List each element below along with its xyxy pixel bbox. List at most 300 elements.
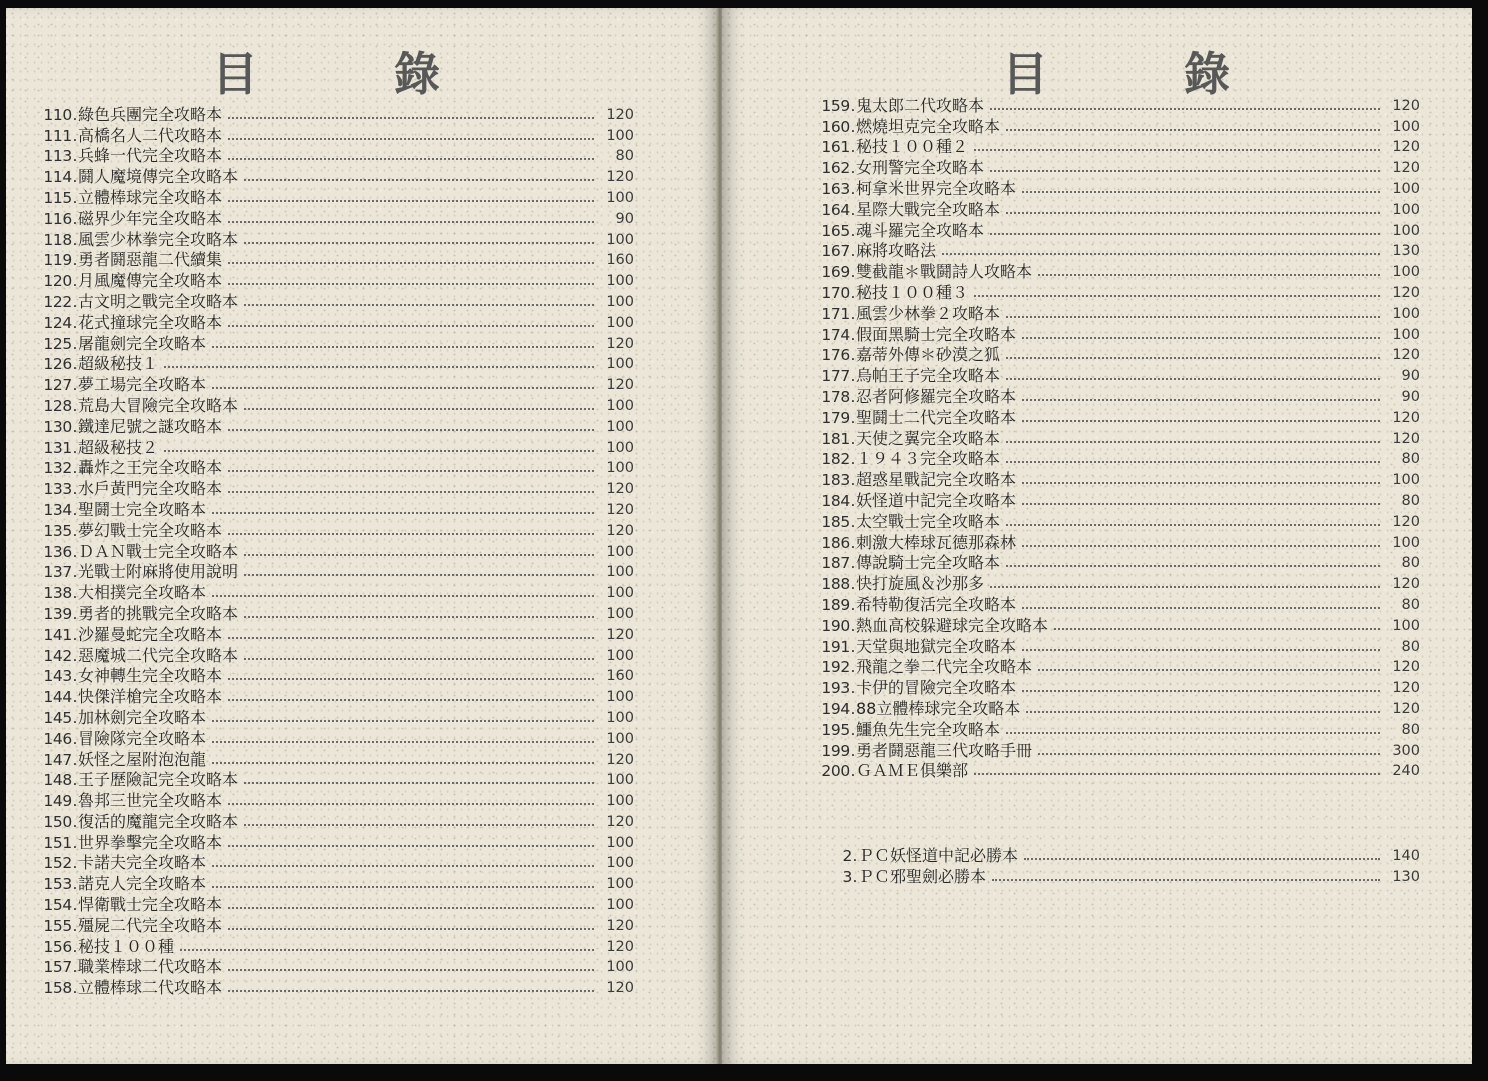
entry-title: 飛龍之拳二代完全攻略本 <box>856 657 1033 677</box>
entry-number: 156 <box>43 937 72 956</box>
toc-entry <box>36 499 634 520</box>
toc-entry <box>834 866 1420 887</box>
entry-page-count: 120 <box>606 106 634 123</box>
toc-entry <box>36 915 634 936</box>
entry-number: 132 <box>43 459 72 478</box>
entry-number: 177 <box>821 367 850 386</box>
number-dot: . <box>850 263 856 282</box>
number-dot: . <box>72 376 78 395</box>
entry-page-count: 100 <box>606 730 634 747</box>
toc-entry <box>36 977 634 998</box>
entry-title: ＤＡＮ戰士完全攻略本 <box>78 541 239 561</box>
dot-leader <box>228 283 594 285</box>
entry-number: 144 <box>43 688 72 707</box>
entry-title: 諾克人完全攻略本 <box>78 874 207 894</box>
entry-title: 聖鬪士二代完全攻略本 <box>856 407 1017 427</box>
toc-entry <box>36 125 634 146</box>
entry-page-count: 120 <box>1392 513 1420 530</box>
entry-title: 天使之翼完全攻略本 <box>856 428 1001 448</box>
entry-number: 127 <box>43 376 72 395</box>
toc-entry <box>36 478 634 499</box>
toc-entry <box>36 749 634 770</box>
entry-number: 3 <box>842 867 852 886</box>
dot-leader <box>1038 669 1380 671</box>
dot-leader <box>1022 690 1380 692</box>
entry-number: 181 <box>821 429 850 448</box>
entry-page-count: 100 <box>606 314 634 331</box>
entry-number: 164 <box>821 200 850 219</box>
entry-page-count: 100 <box>606 564 634 581</box>
entry-title: 刺激大棒球瓦德那森林 <box>856 532 1017 552</box>
dot-leader <box>992 879 1380 881</box>
number-dot: . <box>72 542 78 561</box>
number-dot: . <box>72 688 78 707</box>
entry-page-count: 80 <box>1401 555 1420 572</box>
entry-page-count: 100 <box>606 356 634 373</box>
toc-entry <box>814 449 1420 470</box>
entry-title: 勇者鬪惡龍三代攻略手冊 <box>856 740 1033 760</box>
toc-entry <box>36 624 634 645</box>
number-dot: . <box>72 334 78 353</box>
number-dot: . <box>850 450 856 469</box>
toc-entry <box>36 957 634 978</box>
dot-leader <box>990 233 1380 235</box>
entry-number: 187 <box>821 554 850 573</box>
entry-page-count: 100 <box>606 959 634 976</box>
entry-number: 189 <box>821 595 850 614</box>
number-dot: . <box>72 646 78 665</box>
number-dot: . <box>72 209 78 228</box>
dot-leader <box>228 429 594 431</box>
entry-title: 魯邦三世完全攻略本 <box>78 791 223 811</box>
entry-number: 161 <box>821 138 850 157</box>
dot-leader <box>1022 607 1380 609</box>
entry-page-count: 100 <box>606 439 634 456</box>
number-dot: . <box>850 533 856 552</box>
entry-title: 夢幻戰士完全攻略本 <box>78 520 223 540</box>
entry-title: 職業棒球二代攻略本 <box>78 957 223 977</box>
toc-entry <box>814 761 1420 782</box>
toc-entry <box>36 270 634 291</box>
entry-page-count: 100 <box>606 189 634 206</box>
entry-page-count: 120 <box>606 626 634 643</box>
dot-leader <box>244 408 594 410</box>
entry-title: 綠色兵團完全攻略本 <box>78 104 223 124</box>
dot-leader <box>1006 357 1380 359</box>
entry-title: 妖怪之屋附泡泡龍 <box>78 749 207 769</box>
entry-number: 154 <box>43 896 72 915</box>
toc-entry <box>36 208 634 229</box>
number-dot: . <box>850 699 856 718</box>
number-dot: . <box>72 937 78 956</box>
dot-leader <box>990 108 1380 110</box>
entry-page-count: 100 <box>606 689 634 706</box>
toc-entry <box>36 458 634 479</box>
entry-page-count: 160 <box>606 668 634 685</box>
entry-number: 151 <box>43 833 72 852</box>
entry-number: 194 <box>821 699 850 718</box>
entry-title: 假面黑騎士完全攻略本 <box>856 324 1017 344</box>
entry-page-count: 100 <box>606 397 634 414</box>
entry-title: 兵蜂一代完全攻略本 <box>78 146 223 166</box>
entry-title: 高橋名人二代攻略本 <box>78 125 223 145</box>
entry-number: 182 <box>821 450 850 469</box>
entry-number: 199 <box>821 741 850 760</box>
toc-entry <box>36 686 634 707</box>
entry-page-count: 160 <box>606 252 634 269</box>
entry-page-count: 120 <box>606 938 634 955</box>
entry-number: 130 <box>43 417 72 436</box>
entry-number: 148 <box>43 771 72 790</box>
dot-leader <box>244 574 594 576</box>
entry-title: 古文明之戰完全攻略本 <box>78 291 239 311</box>
dot-leader <box>228 699 594 701</box>
dot-leader <box>228 845 594 847</box>
toc-entry <box>36 229 634 250</box>
entry-title: 希特勒復活完全攻略本 <box>856 594 1017 614</box>
toc-entry <box>36 936 634 957</box>
entry-number: 126 <box>43 355 72 374</box>
entry-title: ＧＡＭＥ俱樂部 <box>856 761 969 781</box>
entry-number: 157 <box>43 958 72 977</box>
entry-number: 153 <box>43 875 72 894</box>
dot-leader <box>1022 420 1380 422</box>
dot-leader <box>974 295 1380 297</box>
number-dot: . <box>850 471 856 490</box>
entry-number: 135 <box>43 521 72 540</box>
number-dot: . <box>850 138 856 157</box>
dot-leader <box>1006 565 1380 567</box>
entry-number: 143 <box>43 667 72 686</box>
entry-number: 139 <box>43 604 72 623</box>
dot-leader <box>228 678 594 680</box>
dot-leader <box>228 803 594 805</box>
toc-entry <box>814 261 1420 282</box>
entry-title: 嘉蒂外傳＊砂漠之狐 <box>856 345 1001 365</box>
toc-entry <box>36 770 634 791</box>
entry-title: 夢工場完全攻略本 <box>78 375 207 395</box>
entry-title: 屠龍劍完全攻略本 <box>78 333 207 353</box>
entry-page-count: 120 <box>606 169 634 186</box>
number-dot: . <box>72 313 78 332</box>
number-dot: . <box>72 854 78 873</box>
dot-leader <box>228 928 594 930</box>
dot-leader <box>212 720 594 722</box>
entry-number: 114 <box>43 168 72 187</box>
entry-title: 鐵達尼號之謎攻略本 <box>78 416 223 436</box>
entry-number: 122 <box>43 292 72 311</box>
entry-title: 太空戰士完全攻略本 <box>856 511 1001 531</box>
entry-title: 悍衛戰士完全攻略本 <box>78 895 223 915</box>
dot-leader <box>974 149 1380 151</box>
dot-leader <box>1006 212 1380 214</box>
dot-leader <box>228 117 594 119</box>
entry-title: 雙截龍＊戰鬪詩人攻略本 <box>856 262 1033 282</box>
entry-number: 134 <box>43 500 72 519</box>
entry-title: 勇者鬪惡龍二代續集 <box>78 250 223 270</box>
number-dot: . <box>850 491 856 510</box>
heading-char: 目 <box>1002 47 1048 101</box>
entry-page-count: 120 <box>606 980 634 997</box>
toc-entry <box>36 104 634 125</box>
entry-page-count: 100 <box>1392 534 1420 551</box>
number-dot: . <box>72 750 78 769</box>
number-dot: . <box>72 230 78 249</box>
toc-entry <box>814 532 1420 553</box>
toc-entry <box>814 386 1420 407</box>
number-dot: . <box>72 625 78 644</box>
number-dot: . <box>850 96 856 115</box>
entry-title: 加林劍完全攻略本 <box>78 707 207 727</box>
number-dot: . <box>72 979 78 998</box>
entry-page-count: 100 <box>1392 472 1420 489</box>
toc-entry <box>814 282 1420 303</box>
toc-entry <box>36 291 634 312</box>
number-dot: . <box>72 396 78 415</box>
entry-number: 128 <box>43 396 72 415</box>
entry-page-count: 240 <box>1392 763 1420 780</box>
number-dot: . <box>72 251 78 270</box>
entry-page-count: 100 <box>606 855 634 872</box>
number-dot: . <box>72 126 78 145</box>
dot-leader <box>1006 129 1380 131</box>
entry-title: 殭屍二代完全攻略本 <box>78 915 223 935</box>
entry-page-count: 80 <box>1401 596 1420 613</box>
number-dot: . <box>850 595 856 614</box>
entry-page-count: 120 <box>1392 576 1420 593</box>
toc-entry <box>814 469 1420 490</box>
entry-number: 186 <box>821 533 850 552</box>
dot-leader <box>244 782 594 784</box>
entry-page-count: 100 <box>606 418 634 435</box>
entry-page-count: 80 <box>1401 721 1420 738</box>
dot-leader <box>212 865 594 867</box>
number-dot: . <box>850 179 856 198</box>
entry-page-count: 100 <box>606 231 634 248</box>
entry-title: 大相撲完全攻略本 <box>78 583 207 603</box>
entry-number: 200 <box>821 762 850 781</box>
toc-entry <box>814 345 1420 366</box>
entry-title: 傳說騎士完全攻略本 <box>856 553 1001 573</box>
entry-number: 120 <box>43 272 72 291</box>
toc-entry <box>814 137 1420 158</box>
entry-number: 141 <box>43 625 72 644</box>
entry-title: 快傑洋槍完全攻略本 <box>78 687 223 707</box>
number-dot: . <box>850 762 856 781</box>
number-dot: . <box>72 459 78 478</box>
toc-entry <box>814 116 1420 137</box>
number-dot: . <box>72 792 78 811</box>
right-page-heading <box>1002 38 1262 101</box>
toc-entry <box>814 241 1420 262</box>
entry-title: 荒島大冒險完全攻略本 <box>78 395 239 415</box>
entry-title: 超惑星戰記完全攻略本 <box>856 470 1017 490</box>
entry-title: 秘技１００種２ <box>856 137 969 157</box>
number-dot: . <box>72 188 78 207</box>
toc-entry <box>36 873 634 894</box>
entry-title: 立體棒球二代攻略本 <box>78 978 223 998</box>
entry-page-count: 100 <box>606 647 634 664</box>
entry-number: 169 <box>821 263 850 282</box>
dot-leader <box>974 773 1380 775</box>
number-dot: . <box>72 875 78 894</box>
toc-entry <box>814 677 1420 698</box>
dot-leader <box>228 138 594 140</box>
entry-title: 卡諾夫完全攻略本 <box>78 853 207 873</box>
entry-title: 快打旋風＆沙那多 <box>856 574 985 594</box>
entry-page-count: 120 <box>1392 160 1420 177</box>
entry-title: 月風魔傳完全攻略本 <box>78 271 223 291</box>
toc-entry <box>814 719 1420 740</box>
entry-page-count: 120 <box>606 522 634 539</box>
dot-leader <box>228 907 594 909</box>
entry-number: 162 <box>821 159 850 178</box>
dot-leader <box>990 170 1380 172</box>
dot-leader <box>244 658 594 660</box>
entry-number: 183 <box>821 471 850 490</box>
dot-leader <box>990 586 1380 588</box>
entry-number: 110 <box>43 105 72 124</box>
entry-title: 熱血高校躲避球完全攻略本 <box>856 615 1049 635</box>
toc-entry <box>36 312 634 333</box>
number-dot: . <box>850 387 856 406</box>
entry-page-count: 90 <box>1401 388 1420 405</box>
entry-page-count: 100 <box>606 897 634 914</box>
toc-entry <box>36 146 634 167</box>
entry-page-count: 100 <box>606 585 634 602</box>
entry-page-count: 100 <box>606 709 634 726</box>
dot-leader <box>1006 732 1380 734</box>
entry-title: 風雲少林拳２攻略本 <box>856 303 1001 323</box>
entry-page-count: 120 <box>606 751 634 768</box>
dot-leader <box>1024 858 1380 860</box>
entry-number: 116 <box>43 209 72 228</box>
number-dot: . <box>850 304 856 323</box>
toc-entry <box>814 490 1420 511</box>
entry-page-count: 120 <box>1392 97 1420 114</box>
toc-entry <box>814 511 1420 532</box>
dot-leader <box>228 221 594 223</box>
entry-page-count: 80 <box>1401 492 1420 509</box>
number-dot: . <box>850 512 856 531</box>
entry-number: 160 <box>821 117 850 136</box>
dot-leader <box>1006 378 1380 380</box>
entry-number: 2 <box>842 846 852 865</box>
entry-number: 146 <box>43 729 72 748</box>
entry-page-count: 90 <box>1401 368 1420 385</box>
entry-page-count: 100 <box>1392 118 1420 135</box>
entry-number: 113 <box>43 147 72 166</box>
entry-page-count: 100 <box>606 127 634 144</box>
dot-leader <box>1006 524 1380 526</box>
toc-entry <box>814 740 1420 761</box>
number-dot: . <box>72 896 78 915</box>
entry-number: 170 <box>821 283 850 302</box>
number-dot: . <box>72 584 78 603</box>
number-dot: . <box>72 833 78 852</box>
toc-entry <box>36 853 634 874</box>
entry-page-count: 100 <box>606 876 634 893</box>
toc-entry <box>814 365 1420 386</box>
number-dot: . <box>850 283 856 302</box>
dot-leader <box>228 158 594 160</box>
toc-entry <box>36 541 634 562</box>
entry-title: 鬼太郎二代攻略本 <box>856 95 985 115</box>
entry-number: 142 <box>43 646 72 665</box>
dot-leader <box>228 200 594 202</box>
toc-entry <box>36 666 634 687</box>
entry-title: ＰＣ邪聖劍必勝本 <box>858 866 987 886</box>
number-dot: . <box>72 812 78 831</box>
toc-entry <box>36 894 634 915</box>
dot-leader <box>1054 628 1380 630</box>
entry-number: 167 <box>821 242 850 261</box>
entry-number: 163 <box>821 179 850 198</box>
entry-title: 麻將攻略法 <box>856 241 937 261</box>
number-dot: . <box>852 867 858 886</box>
entry-title: 烏帕王子完全攻略本 <box>856 366 1001 386</box>
number-dot: . <box>72 355 78 374</box>
toc-entry <box>36 645 634 666</box>
entry-page-count: 100 <box>606 293 634 310</box>
toc-entry <box>36 354 634 375</box>
entry-title: 勇者的挑戰完全攻略本 <box>78 603 239 623</box>
entry-title: １９４３完全攻略本 <box>856 449 1001 469</box>
dot-leader <box>212 346 594 348</box>
entry-title: 王子歷險記完全攻略本 <box>78 770 239 790</box>
dot-leader <box>212 387 594 389</box>
dot-leader <box>244 179 594 181</box>
entry-page-count: 80 <box>1401 451 1420 468</box>
toc-entry <box>36 395 634 416</box>
number-dot: . <box>850 658 856 677</box>
entry-title: 世界拳擊完全攻略本 <box>78 832 223 852</box>
entry-page-count: 100 <box>606 273 634 290</box>
entry-page-count: 100 <box>606 543 634 560</box>
number-dot: . <box>72 105 78 124</box>
entry-title: ＰＣ妖怪道中記必勝本 <box>858 845 1019 865</box>
toc-entry <box>814 220 1420 241</box>
entry-page-count: 120 <box>606 917 634 934</box>
entry-page-count: 100 <box>606 772 634 789</box>
number-dot: . <box>850 637 856 656</box>
entry-page-count: 100 <box>606 793 634 810</box>
entry-page-count: 120 <box>1392 700 1420 717</box>
dot-leader <box>212 886 594 888</box>
entry-number: 191 <box>821 637 850 656</box>
toc-entry <box>36 707 634 728</box>
toc-entry <box>36 562 634 583</box>
entry-page-count: 100 <box>1392 326 1420 343</box>
number-dot: . <box>850 429 856 448</box>
entry-title: 轟炸之王完全攻略本 <box>78 458 223 478</box>
dot-leader <box>1022 482 1380 484</box>
entry-title: 魂斗羅完全攻略本 <box>856 220 985 240</box>
entry-page-count: 300 <box>1392 742 1420 759</box>
entry-title: 立體棒球完全攻略本 <box>78 187 223 207</box>
toc-entry <box>814 95 1420 116</box>
entry-page-count: 130 <box>1392 243 1420 260</box>
toc-entry <box>834 845 1420 866</box>
number-dot: . <box>72 563 78 582</box>
toc-entry <box>814 303 1420 324</box>
entry-page-count: 120 <box>1392 284 1420 301</box>
number-dot: . <box>850 616 856 635</box>
entry-page-count: 100 <box>1392 201 1420 218</box>
number-dot: . <box>850 720 856 739</box>
heading-char: 錄 <box>1184 47 1230 101</box>
dot-leader <box>180 949 594 951</box>
